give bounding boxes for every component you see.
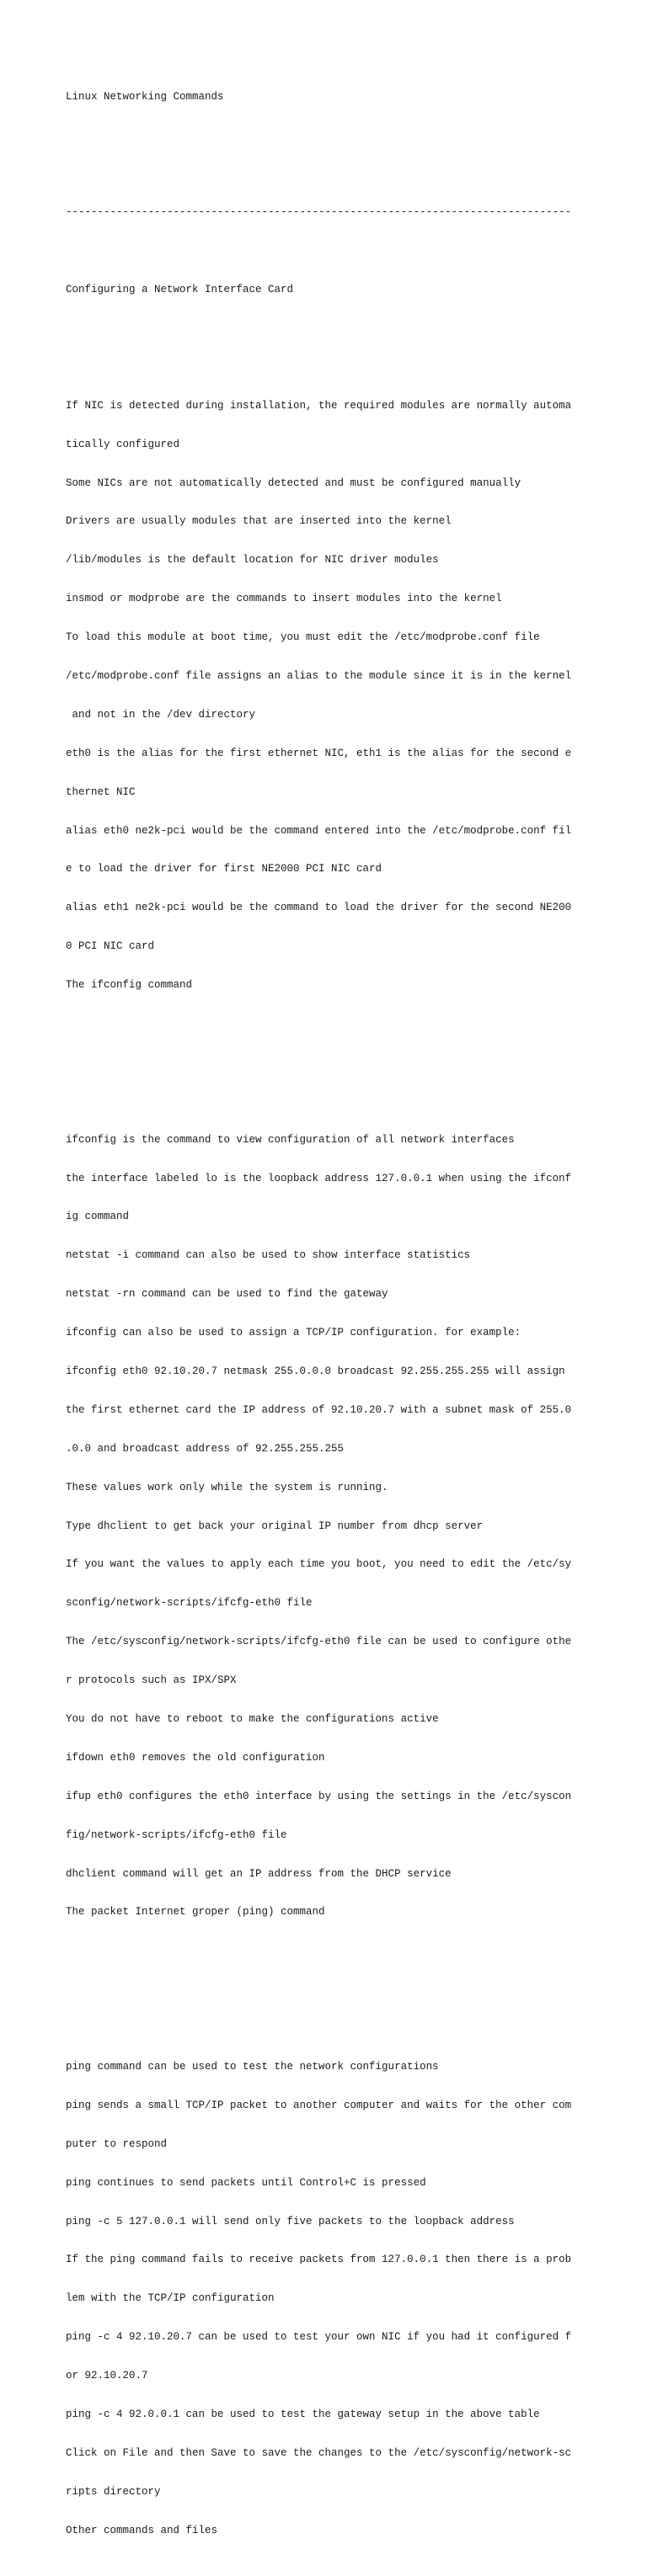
text-line: If you want the values to apply each time you boot, you need to edit the /etc/sy [66,1558,572,1571]
spacer [66,129,639,141]
text-line: the first ethernet card the IP address of 92.10.20.7 with a subnet mask of 255.0 [66,1403,572,1416]
text-line: ping continues to send packets until Control+C is pressed [66,2176,426,2189]
text-line: ifconfig can also be used to assign a TCP/IP configuration. for example: [66,1327,521,1339]
text-line: netstat -i command can also be used to show interface statistics [66,1249,471,1262]
text-line: ifconfig eth0 92.10.20.7 netmask 255.0.0.0 broadcast 92.255.255.255 will assign [66,1365,565,1377]
text-line: thernet NIC [66,785,136,798]
document-title: Linux Networking Commands [66,90,224,103]
text-line: dhclient command will get an IP address from the DHCP service [66,1867,452,1880]
text-line: Drivers are usually modules that are inserted into the kernel [66,515,452,528]
text-line: alias eth0 ne2k-pci would be the command entered into the /etc/modprobe.conf fil [66,824,572,837]
text-line: e to load the driver for first NE2000 PCI NIC card [66,863,382,876]
text-line: The ifconfig command [66,979,193,992]
text-line: ig command [66,1211,130,1223]
text-line: The packet Internet groper (ping) command [66,1906,325,1919]
spacer [66,1056,639,1069]
spacer [66,322,639,335]
text-line: alias eth1 ne2k-pci would be the command to load the driver for the second NE200 [66,902,572,914]
text-line: ifup eth0 configures the eth0 interface by using the settings in the /etc/syscon [66,1790,572,1802]
text-line: tically configured [66,438,180,450]
document-page [66,65,639,2576]
text-block-nic-config [66,374,639,1018]
text-line: ping sends a small TCP/IP packet to another computer and waits for the other com [66,2099,572,2111]
text-line: ping -c 4 92.10.20.7 can be used to test your own NIC if you had it configured f [66,2331,572,2344]
text-line: and not in the /dev directory [66,708,256,721]
text-line: If NIC is detected during installation, the required modules are normally automa [66,399,572,412]
spacer [66,168,639,180]
text-line: ping command can be used to test the network configurations [66,2061,439,2073]
text-line: The /etc/sysconfig/network-scripts/ifcfg-eth0 file can be used to configure othe [66,1636,572,1648]
text-line: These values work only while the system is running. [66,1481,388,1493]
text-line: 0 PCI NIC card [66,940,155,953]
text-block-ping [66,2035,639,2563]
text-line: ripts directory [66,2485,161,2498]
text-line: Some NICs are not automatically detected and must be configured manually [66,476,521,489]
text-line: To load this module at boot time, you must edit the /etc/modprobe.conf file [66,631,540,644]
text-line: ifdown eth0 removes the old configuration [66,1751,325,1764]
text-line: Other commands and files [66,2524,218,2536]
text-line: /lib/modules is the default location for NIC driver modules [66,554,439,567]
spacer [66,1983,639,1996]
text-line: ifconfig is the command to view configuration of all network interfaces [66,1133,515,1146]
text-line: eth0 is the alias for the first ethernet NIC, eth1 is the alias for the second e [66,747,572,759]
text-line: insmod or modprobe are the commands to insert modules into the kernel [66,593,502,605]
section-heading: Configuring a Network Interface Card [66,284,294,296]
text-line: Click on File and then Save to save the changes to the /etc/sysconfig/network-sc [66,2446,572,2459]
text-line: or 92.10.20.7 [66,2370,148,2382]
text-line: You do not have to reboot to make the configurations active [66,1713,439,1725]
text-line: r protocols such as IPX/SPX [66,1674,237,1687]
text-line: fig/network-scripts/ifcfg-eth0 file [66,1828,287,1841]
text-line: ping -c 5 127.0.0.1 will send only five packets to the loopback address [66,2215,515,2227]
horizontal-rule: -------------------------------------------------------------------------------- [66,206,572,219]
text-line: If the ping command fails to receive packets from 127.0.0.1 then there is a prob [66,2254,572,2266]
text-line: /etc/modprobe.conf file assigns an alias to the module since it is in the kernel [66,669,572,682]
text-line: Type dhclient to get back your original IP number from dhcp server [66,1520,484,1532]
text-line: ping -c 4 92.0.0.1 can be used to test the gateway setup in the above table [66,2408,540,2421]
text-line: the interface labeled lo is the loopback address 127.0.0.1 when using the ifconf [66,1172,572,1184]
text-line: puter to respond [66,2137,168,2150]
text-line: netstat -rn command can be used to find the gateway [66,1288,388,1301]
text-block-ifconfig [66,1108,639,1945]
text-line: lem with the TCP/IP configuration [66,2292,275,2305]
spacer [66,245,639,258]
text-line: sconfig/network-scripts/ifcfg-eth0 file [66,1597,313,1610]
text-line: .0.0 and broadcast address of 92.255.255.255 [66,1442,345,1455]
